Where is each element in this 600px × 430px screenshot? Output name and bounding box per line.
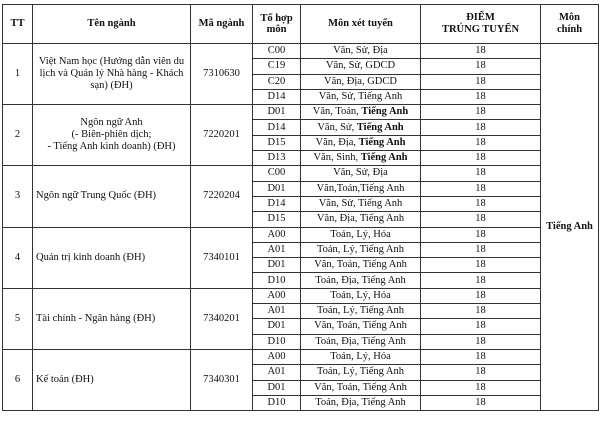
score-cell: 18 — [421, 304, 541, 319]
subject-combo-code: A01 — [253, 242, 301, 257]
score-cell: 18 — [421, 196, 541, 211]
score-cell: 18 — [421, 242, 541, 257]
header-tt: TT — [3, 5, 33, 44]
score-cell: 18 — [421, 258, 541, 273]
score-cell: 18 — [421, 151, 541, 166]
header-row — [3, 5, 599, 44]
major-name: Kế toán (ĐH) — [33, 349, 191, 410]
major-name: Quản trị kinh doanh (ĐH) — [33, 227, 191, 288]
subject-combo-code: D14 — [253, 120, 301, 135]
subjects-cell — [301, 212, 421, 227]
subjects-cell — [301, 258, 421, 273]
subjects-cell — [301, 166, 421, 181]
subjects-cell — [301, 181, 421, 196]
score-cell: 18 — [421, 105, 541, 120]
major-index: 3 — [3, 166, 33, 227]
major-name: Việt Nam học (Hướng dẫn viên du lịch và Quản lý Nhà hàng - Khách sạn) (ĐH) — [33, 44, 191, 105]
subject-combo-code: C00 — [253, 166, 301, 181]
header-score-text: ĐIỂM TRÚNG TUYỂN — [441, 11, 520, 35]
subjects-text: Văn, Sử, — [317, 121, 357, 133]
score-cell: 18 — [421, 166, 541, 181]
subjects-text: Toán, Lý, Tiếng Anh — [316, 366, 405, 378]
main-subject-cell: Tiếng Anh — [541, 44, 599, 411]
score-cell: 18 — [421, 44, 541, 59]
major-code: 7310630 — [191, 44, 253, 105]
subjects-main-highlight: Tiếng Anh — [360, 152, 408, 164]
subjects-text: Toán, Địa, Tiếng Anh — [315, 335, 406, 347]
table-row — [3, 105, 599, 120]
score-cell: 18 — [421, 395, 541, 410]
subjects-text: Văn, Toán, Tiếng Anh — [314, 259, 407, 271]
subject-combo-code: A00 — [253, 227, 301, 242]
subjects-text: Văn, Toán, Tiếng Anh — [314, 381, 407, 393]
score-cell: 18 — [421, 181, 541, 196]
subjects-cell — [301, 365, 421, 380]
header-subject-combo — [253, 5, 301, 44]
header-main-subject-text: Môn chính — [556, 11, 583, 35]
subjects-text: Toán, Lý, Tiếng Anh — [316, 243, 405, 255]
subjects-text: Văn, Sử, GDCD — [325, 60, 396, 72]
subject-combo-code: D15 — [253, 212, 301, 227]
major-code: 7340201 — [191, 288, 253, 349]
subjects-cell — [301, 319, 421, 334]
subjects-cell — [301, 349, 421, 364]
subject-combo-code: D10 — [253, 395, 301, 410]
subject-combo-code: A01 — [253, 304, 301, 319]
subjects-cell — [301, 334, 421, 349]
table-body — [3, 44, 599, 411]
subjects-text: Văn, Sinh, — [313, 152, 361, 164]
major-code: 7220201 — [191, 105, 253, 166]
subjects-text: Văn, Toán, — [312, 106, 362, 118]
major-code: 7340101 — [191, 227, 253, 288]
subjects-cell — [301, 380, 421, 395]
subjects-cell — [301, 135, 421, 150]
subjects-text: Văn,Toán,Tiếng Anh — [316, 182, 405, 194]
subjects-main-highlight: Tiếng Anh — [361, 106, 409, 118]
subjects-text: Văn, Sử, Tiếng Anh — [318, 91, 403, 102]
major-name: Ngôn ngữ Anh (- Biên-phiên dịch; - Tiếng Anh kinh doanh) (ĐH) — [33, 105, 191, 166]
admission-score-table — [2, 4, 599, 411]
subjects-cell — [301, 89, 421, 104]
score-cell: 18 — [421, 288, 541, 303]
major-name: Tài chính - Ngân hàng (ĐH) — [33, 288, 191, 349]
header-score — [421, 5, 541, 44]
table-row — [3, 288, 599, 303]
subject-combo-code: C20 — [253, 74, 301, 89]
subjects-cell — [301, 105, 421, 120]
score-cell: 18 — [421, 74, 541, 89]
subjects-cell — [301, 74, 421, 89]
subjects-text: Văn, Địa, — [315, 136, 359, 148]
major-index: 6 — [3, 349, 33, 410]
subjects-cell — [301, 44, 421, 59]
subjects-cell — [301, 304, 421, 319]
major-code: 7220204 — [191, 166, 253, 227]
score-cell: 18 — [421, 319, 541, 334]
subjects-cell — [301, 59, 421, 74]
table-row — [3, 349, 599, 364]
subjects-cell — [301, 242, 421, 257]
score-cell: 18 — [421, 273, 541, 288]
subject-combo-code: A00 — [253, 288, 301, 303]
score-cell: 18 — [421, 212, 541, 227]
subjects-cell — [301, 196, 421, 211]
table-row — [3, 166, 599, 181]
header-major-code: Mã ngành — [191, 5, 253, 44]
major-index: 4 — [3, 227, 33, 288]
subjects-text: Toán, Lý, Hóa — [330, 228, 391, 240]
subject-combo-code: A01 — [253, 365, 301, 380]
subjects-text: Văn, Sử, Địa — [333, 167, 388, 179]
subjects-cell — [301, 273, 421, 288]
header-main-subject — [541, 5, 599, 44]
subjects-cell — [301, 288, 421, 303]
subjects-main-highlight: Tiếng Anh — [358, 136, 406, 148]
subject-combo-code: A00 — [253, 349, 301, 364]
subjects-text: Toán, Lý, Hóa — [330, 289, 391, 301]
header-subjects: Môn xét tuyển — [301, 5, 421, 44]
major-index: 2 — [3, 105, 33, 166]
score-cell: 18 — [421, 89, 541, 104]
subject-combo-code: D13 — [253, 151, 301, 166]
score-cell: 18 — [421, 59, 541, 74]
subjects-cell — [301, 395, 421, 410]
subject-combo-code: D01 — [253, 380, 301, 395]
subject-combo-code: D10 — [253, 273, 301, 288]
subject-combo-code: D01 — [253, 258, 301, 273]
major-index: 5 — [3, 288, 33, 349]
subject-combo-code: D14 — [253, 89, 301, 104]
subject-combo-code: D01 — [253, 181, 301, 196]
subjects-text: Văn, Địa, GDCD — [324, 75, 397, 87]
major-index: 1 — [3, 44, 33, 105]
subjects-text: Toán, Địa, Tiếng Anh — [315, 274, 406, 286]
subject-combo-code: C19 — [253, 59, 301, 74]
subjects-text: Văn, Toán, Tiếng Anh — [314, 320, 407, 332]
subjects-text: Văn, Sử, Tiếng Anh — [318, 198, 403, 210]
header-major-name: Tên ngành — [33, 5, 191, 44]
subjects-cell — [301, 151, 421, 166]
major-code: 7340301 — [191, 349, 253, 410]
subject-combo-code: C00 — [253, 44, 301, 59]
score-cell: 18 — [421, 227, 541, 242]
score-cell: 18 — [421, 349, 541, 364]
subjects-main-highlight: Tiếng Anh — [356, 121, 404, 133]
subject-combo-code: D01 — [253, 319, 301, 334]
table-header — [3, 5, 599, 44]
subjects-text: Toán, Lý, Hóa — [330, 351, 391, 363]
score-cell: 18 — [421, 380, 541, 395]
header-subject-combo-text: Tổ hợp môn — [260, 12, 293, 35]
subjects-cell — [301, 120, 421, 135]
subject-combo-code: D14 — [253, 196, 301, 211]
subject-combo-code: D15 — [253, 135, 301, 150]
table-row — [3, 44, 599, 59]
score-cell: 18 — [421, 135, 541, 150]
score-cell: 18 — [421, 120, 541, 135]
score-cell: 18 — [421, 365, 541, 380]
major-name: Ngôn ngữ Trung Quốc (ĐH) — [33, 166, 191, 227]
subjects-text: Văn, Sử, Địa — [333, 45, 388, 57]
subjects-cell — [301, 227, 421, 242]
score-cell: 18 — [421, 334, 541, 349]
subjects-text: Toán, Địa, Tiếng Anh — [315, 396, 406, 408]
subjects-text: Toán, Lý, Tiếng Anh — [316, 305, 405, 317]
table-row — [3, 227, 599, 242]
subject-combo-code: D10 — [253, 334, 301, 349]
subject-combo-code: D01 — [253, 105, 301, 120]
subjects-text: Văn, Địa, Tiếng Anh — [316, 213, 405, 225]
